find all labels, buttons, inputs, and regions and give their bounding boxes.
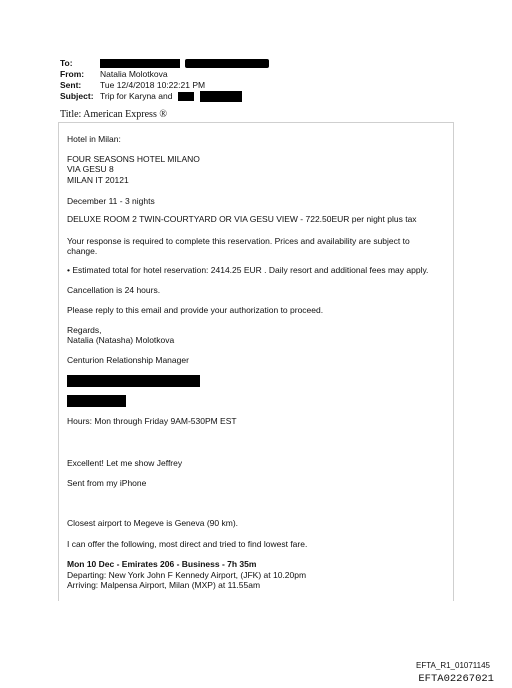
sent-label: Sent: [60,80,82,90]
redaction-block [67,375,200,387]
subject-label: Subject: [60,91,94,101]
bates-number-large: EFTA02267021 [418,673,494,685]
flight-heading: Mon 10 Dec - Emirates 206 - Business - 7h 35m [67,559,257,569]
from-value: Natalia Molotkova [100,69,168,79]
redaction-block [100,59,180,68]
departing-line: Departing: New York John F Kennedy Airport, (JFK) at 10.20pm [67,570,307,580]
redaction-block [67,395,126,407]
to-label: To: [60,58,73,68]
subject-row [60,91,269,102]
redaction-block [185,59,269,68]
sender-title: Centurion Relationship Manager [67,355,189,365]
regards-line: Regards, [67,325,102,335]
hotel-name: FOUR SEASONS HOTEL MILANO [67,154,200,164]
document-title: Title: American Express ® [60,109,167,120]
from-label: From: [60,69,85,79]
bates-number-small: EFTA_R1_01071145 [416,661,490,670]
response-line-1: Your response is required to complete this reservation. Prices and availability are subject to [67,236,410,246]
cancellation-line: Cancellation is 24 hours. [67,285,161,295]
email-header [60,58,269,102]
reply-line: Please reply to this email and provide your authorization to proceed. [67,305,324,315]
sent-from-line: Sent from my iPhone [67,478,147,488]
to-row [60,58,269,69]
sent-value: Tue 12/4/2018 10:22:21 PM [100,80,206,90]
response-line-2: change. [67,246,98,256]
sender-name: Natalia (Natasha) Molotkova [67,335,175,345]
from-row [60,69,269,80]
subject-text: Trip for Karyna and [100,91,173,101]
room-description: DELUXE ROOM 2 TWIN-COURTYARD OR VIA GESU VIEW - 722.50EUR per night plus tax [67,214,417,224]
closest-airport-line: Closest airport to Megeve is Geneva (90 km). [67,518,239,528]
sent-row [60,80,269,91]
hotel-street: VIA GESU 8 [67,164,114,174]
subject-value [100,91,242,102]
stay-dates: December 11 - 3 nights [67,196,155,206]
hotel-intro: Hotel in Milan: [67,134,121,144]
hotel-city: MILAN IT 20121 [67,175,129,185]
estimate-line: • Estimated total for hotel reservation: 2414.25 EUR . Daily resort and additional fees may apply. [67,265,429,275]
to-value [100,58,269,69]
arriving-line: Arriving: Malpensa Airport, Milan (MXP) at 11.55am [67,580,261,590]
redaction-block [178,92,194,101]
offer-line: I can offer the following, most direct and tried to find lowest fare. [67,539,308,549]
redaction-block [200,91,242,102]
hours-line: Hours: Mon through Friday 9AM-530PM EST [67,416,237,426]
excellent-line: Excellent! Let me show Jeffrey [67,458,183,468]
